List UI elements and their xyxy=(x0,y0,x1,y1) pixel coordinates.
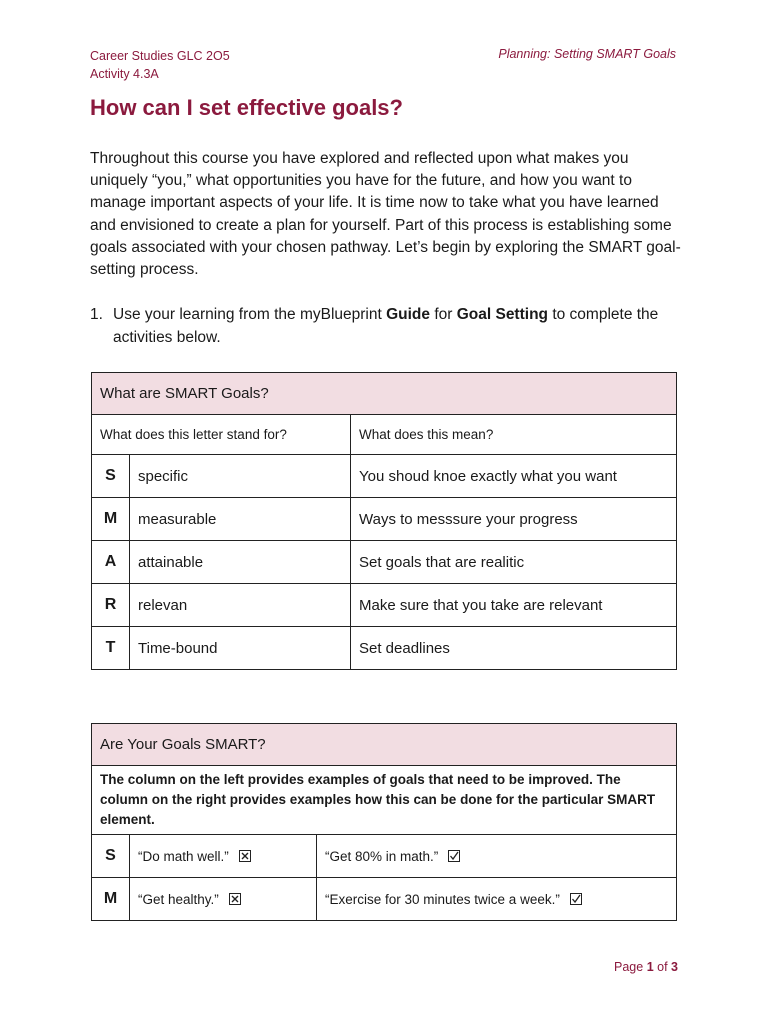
table-row xyxy=(92,627,677,670)
meaning-cell[interactable]: Set deadlines xyxy=(351,627,677,670)
bad-goal-cell xyxy=(130,835,317,878)
x-box-icon xyxy=(239,850,251,862)
smart-letter: S xyxy=(92,455,130,498)
letter-word-cell[interactable]: specific xyxy=(130,455,351,498)
intro-paragraph: Throughout this course you have explored and reflected upon what makes you uniquely “you,” what opportunities you have for the future, and how you want to manage important aspects of your life. It is time now to take what you have learned and envisioned to create a plan for yourself. Part of this process is establishing some goals associated with your chosen pathway. Let’s begin by exploring the SMART goal-setting process. xyxy=(90,150,681,279)
check-box-icon xyxy=(448,850,460,862)
goals-examples-table xyxy=(91,723,677,921)
good-goal-text: “Exercise for 30 minutes twice a week.” xyxy=(325,891,560,907)
smart-letter: M xyxy=(92,878,130,921)
meaning-cell[interactable]: Make sure that you take are relevant xyxy=(351,584,677,627)
table-row xyxy=(92,541,677,584)
check-box-icon xyxy=(570,893,582,905)
goals-table-description: The column on the left provides examples of goals that need to be improved. The column on the right provides examples how this can be done for the particular SMART element. xyxy=(92,766,677,835)
page-title: How can I set effective goals? xyxy=(90,95,403,120)
smart-letter: S xyxy=(92,835,130,878)
meaning-cell[interactable]: You shoud knoe exactly what you want xyxy=(351,455,677,498)
bad-goal-cell xyxy=(130,878,317,921)
table-row xyxy=(92,455,677,498)
smart-letter: R xyxy=(92,584,130,627)
question-text-b: for xyxy=(430,306,457,323)
page-word: Page xyxy=(614,960,644,974)
question-bold-goal-setting: Goal Setting xyxy=(456,306,549,323)
document-header-left xyxy=(90,47,230,83)
meaning-column-header: What does this mean? xyxy=(351,415,677,455)
letter-word-cell[interactable]: Time-bound xyxy=(130,627,351,670)
total-pages: 3 xyxy=(671,960,678,974)
page-number-footer xyxy=(614,960,678,974)
smart-letter: M xyxy=(92,498,130,541)
letter-word-cell[interactable]: attainable xyxy=(130,541,351,584)
meaning-cell[interactable]: Ways to messsure your progress xyxy=(351,498,677,541)
table-row xyxy=(92,498,677,541)
table-row xyxy=(92,835,677,878)
good-goal-text: “Get 80% in math.” xyxy=(325,848,439,864)
smart-goals-table xyxy=(91,372,677,670)
letter-word-cell[interactable]: measurable xyxy=(130,498,351,541)
bad-goal-text: “Get healthy.” xyxy=(138,891,219,907)
goals-table-title: Are Your Goals SMART? xyxy=(92,724,677,766)
activity-number: Activity 4.3A xyxy=(90,67,159,81)
question-1 xyxy=(90,303,685,349)
letter-column-header: What does this letter stand for? xyxy=(92,415,351,455)
smart-letter: T xyxy=(92,627,130,670)
question-text-c: to complete the activities below. xyxy=(113,306,659,346)
of-word: of xyxy=(657,960,668,974)
bad-goal-text: “Do math well.” xyxy=(138,848,229,864)
question-number: 1. xyxy=(90,306,103,323)
question-bold-guide: Guide xyxy=(386,306,431,323)
x-box-icon xyxy=(229,893,241,905)
smart-table-title: What are SMART Goals? xyxy=(92,373,677,415)
table-row xyxy=(92,878,677,921)
current-page: 1 xyxy=(646,960,654,974)
meaning-cell[interactable]: Set goals that are realitic xyxy=(351,541,677,584)
question-text-a: Use your learning from the myBlueprint xyxy=(113,306,387,323)
good-goal-cell xyxy=(317,878,677,921)
good-goal-cell xyxy=(317,835,677,878)
smart-letter: A xyxy=(92,541,130,584)
table-row xyxy=(92,584,677,627)
letter-word-cell[interactable]: relevan xyxy=(130,584,351,627)
course-name: Career Studies GLC 2O5 xyxy=(90,49,230,63)
document-topic: Planning: Setting SMART Goals xyxy=(498,47,676,61)
